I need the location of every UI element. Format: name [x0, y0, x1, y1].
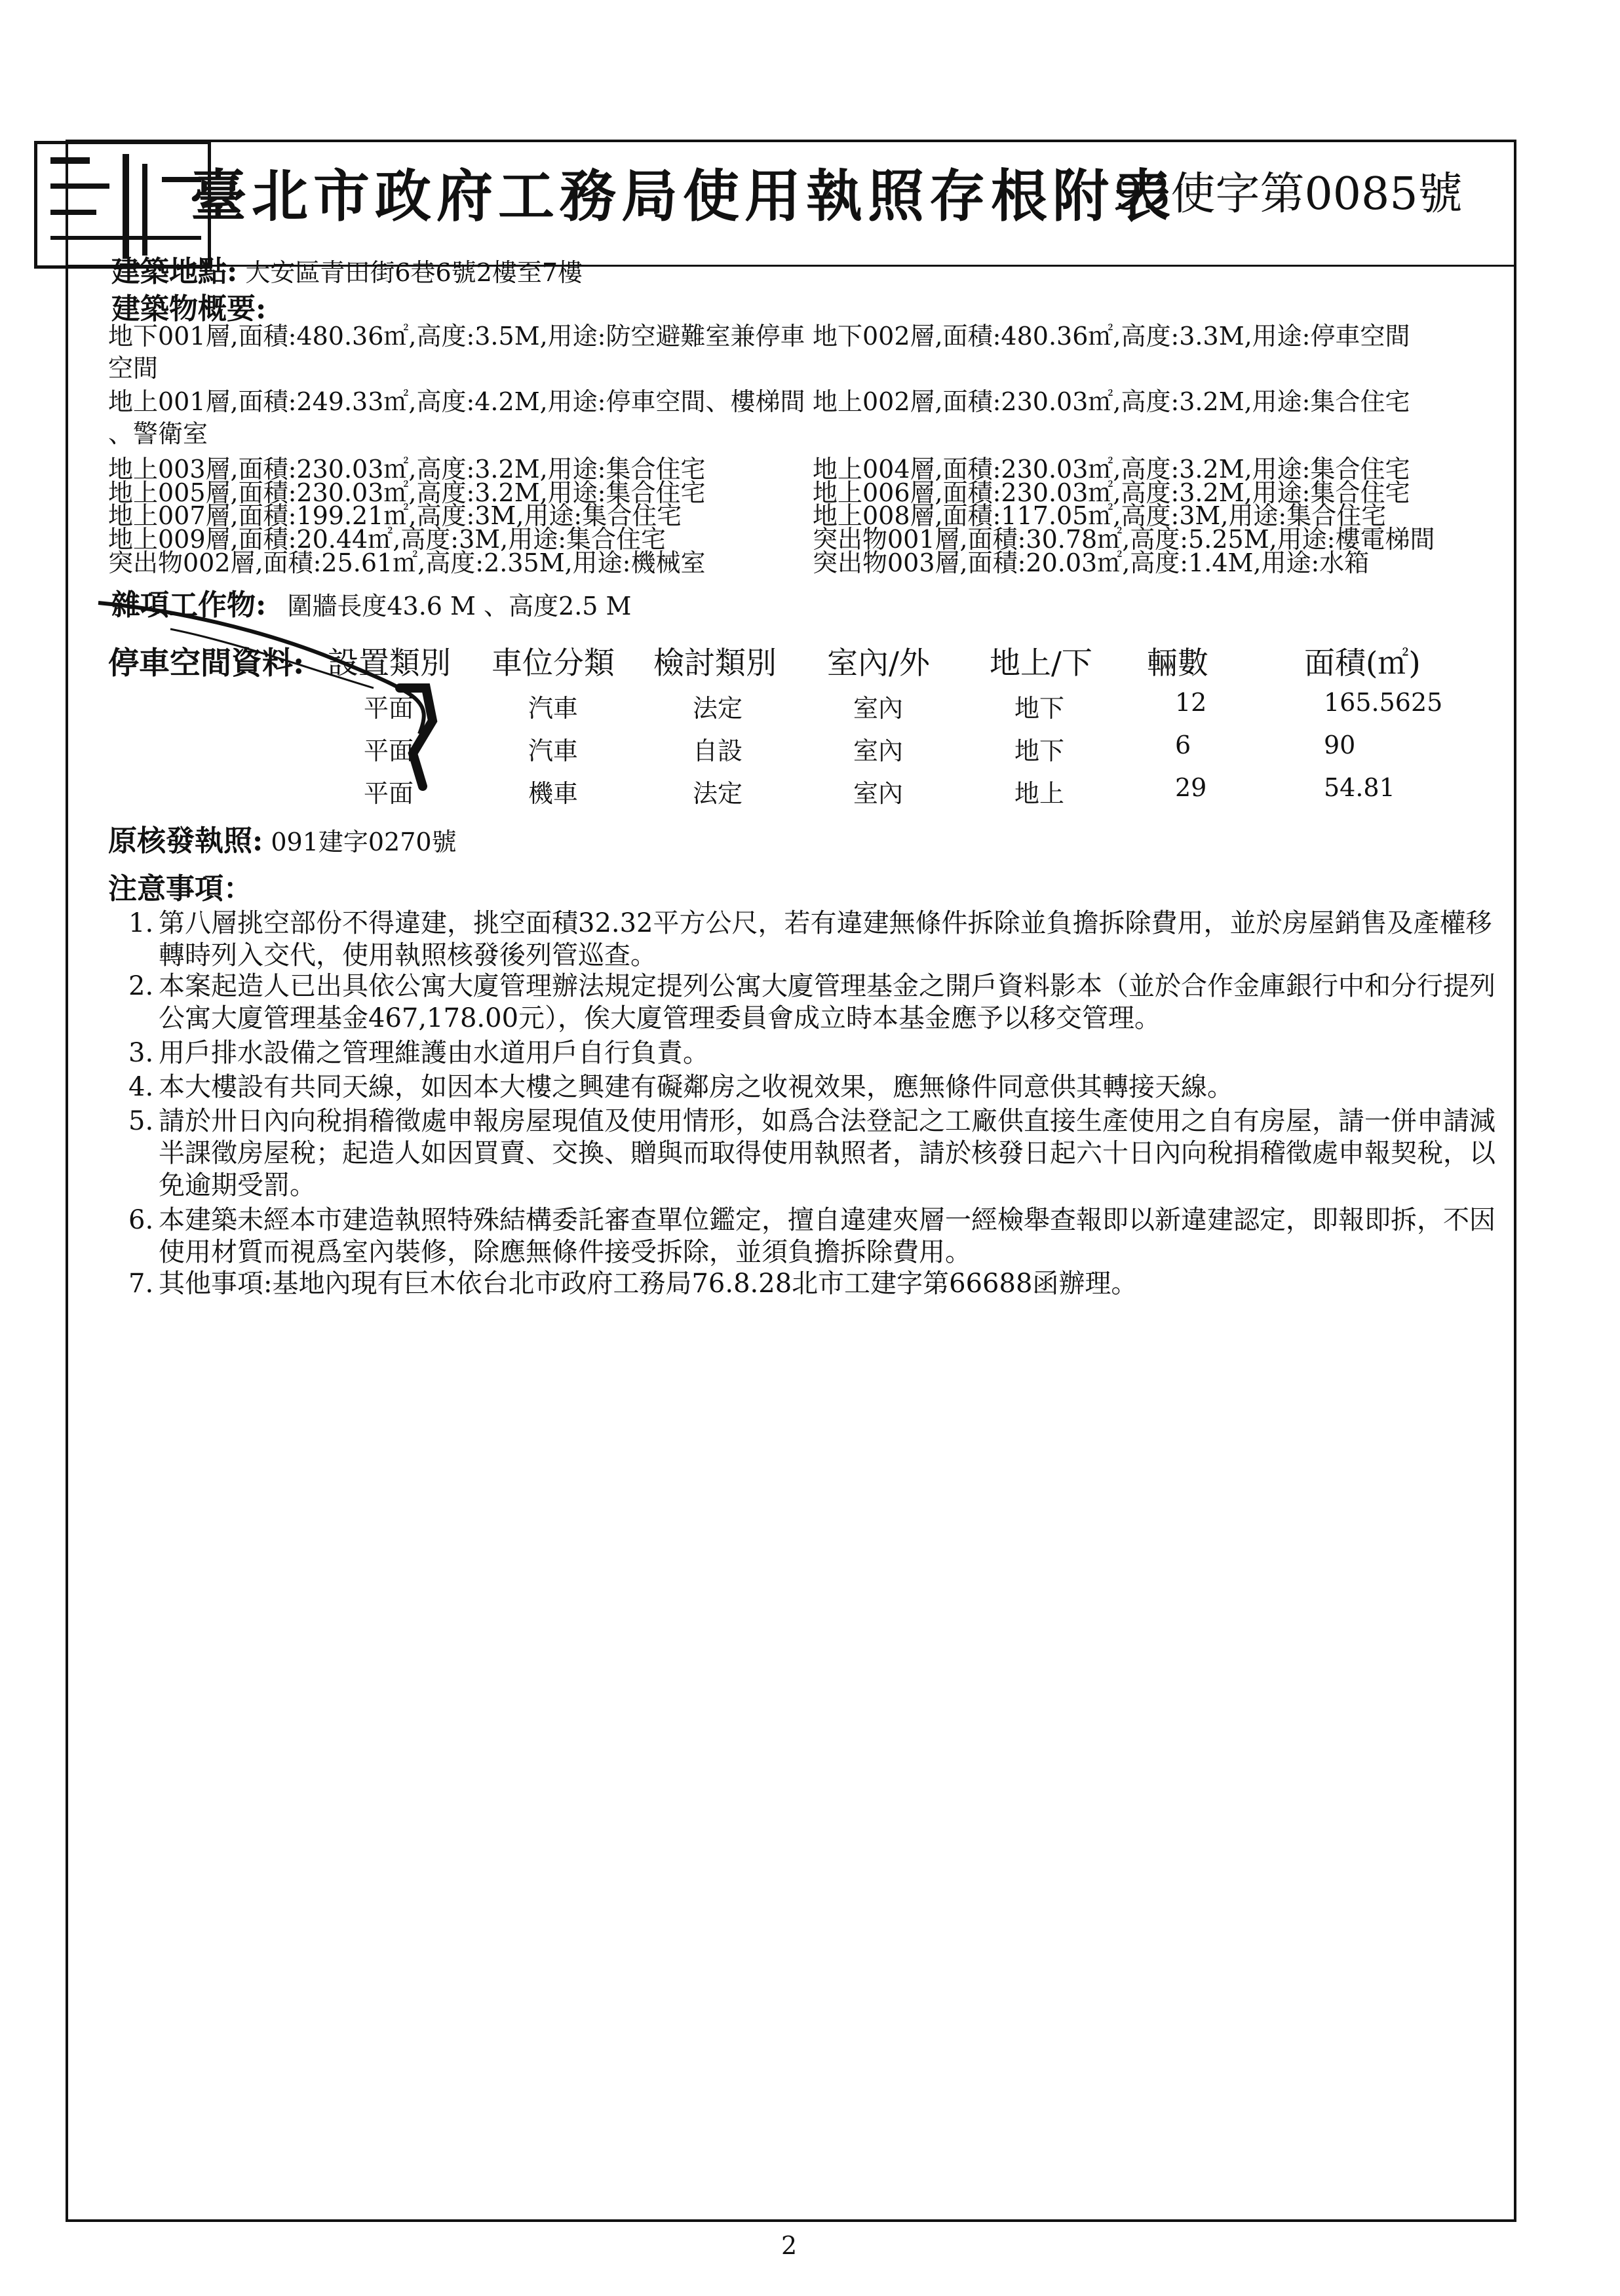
document-title: 臺北市政府工務局使用執照存根附表 — [190, 163, 1176, 229]
floor-f8: 地上008層,面積:117.05㎡,高度:3M,用途:集合住宅 — [813, 501, 1387, 530]
misc-label: 雜項工作物: — [111, 588, 267, 622]
parking-header-type: 設置類別 — [328, 645, 451, 681]
floor-f4: 地上004層,面積:230.03㎡,高度:3.2M,用途:集合住宅 — [813, 455, 1410, 484]
license-row — [108, 824, 457, 858]
note-item — [128, 1037, 1508, 1070]
parking-cell: 地下 — [1014, 694, 1065, 723]
note-text: 用戶排水設備之管理維護由水道用戶自行負責。 — [159, 1038, 709, 1068]
parking-cell: 室內 — [853, 737, 904, 765]
overview-label: 建築物概要: — [111, 292, 267, 326]
parking-header-indoor: 室內/外 — [827, 645, 930, 681]
floor-r3: 突出物003層,面積:20.03㎡,高度:1.4M,用途:水箱 — [813, 548, 1370, 577]
floor-f7: 地上007層,面積:199.21㎡,高度:3M,用途:集合住宅 — [108, 501, 682, 530]
parking-cell: 室內 — [853, 779, 904, 808]
parking-cell: 29 — [1175, 773, 1207, 802]
floor-f5: 地上005層,面積:230.03㎡,高度:3.2M,用途:集合住宅 — [108, 478, 706, 507]
parking-cell: 90 — [1324, 731, 1356, 759]
note-item — [128, 1204, 1508, 1270]
note-text: 本大樓設有共同天線，如因本大樓之興建有礙鄰房之收視效果，應無條件同意供其轉接天線。 — [159, 1072, 1233, 1102]
parking-label: 停車空間資料: — [108, 645, 305, 681]
floor-b1-cont: 空間 — [108, 354, 159, 383]
parking-cell: 汽車 — [528, 694, 579, 723]
floor-f6: 地上006層,面積:230.03㎡,高度:3.2M,用途:集合住宅 — [813, 478, 1410, 507]
floor-r2: 突出物002層,面積:25.61㎡,高度:2.35M,用途:機械室 — [108, 548, 706, 577]
note-number: 1. — [128, 908, 154, 938]
parking-header-level: 地上/下 — [990, 645, 1092, 681]
parking-cell: 平面 — [364, 737, 414, 765]
note-number: 7. — [128, 1269, 154, 1299]
note-text: 其他事項:基地內現有巨木依台北市政府工務局76.8.28北市工建字第66688函辦理。 — [159, 1269, 1138, 1299]
floor-f1: 地上001層,面積:249.33㎡,高度:4.2M,用途:停車空間、樓梯間 — [108, 387, 805, 416]
parking-cell: 法定 — [693, 694, 743, 723]
floor-f9: 地上009層,面積:20.44㎡,高度:3M,用途:集合住宅 — [108, 525, 666, 554]
pen-scribble — [92, 590, 459, 813]
parking-cell: 165.5625 — [1324, 688, 1443, 717]
parking-header-area: 面積(㎡) — [1304, 645, 1421, 681]
parking-cell: 54.81 — [1324, 773, 1395, 802]
parking-cell: 12 — [1175, 688, 1207, 717]
note-number: 2. — [128, 971, 154, 1001]
note-text: 本建築未經本市建造執照特殊結構委託審查單位鑑定，擅自違建夾層一經檢舉查報即以新違建認定，即報即拆，不因使用材質而視爲室內裝修，除應無條件接受拆除，並須負擔拆除費用。 — [159, 1205, 1495, 1267]
parking-cell: 汽車 — [528, 737, 579, 765]
floor-f3: 地上003層,面積:230.03㎡,高度:3.2M,用途:集合住宅 — [108, 455, 706, 484]
seal-stamp — [34, 141, 211, 269]
location-row — [111, 255, 583, 288]
floor-f1-cont: 、警衛室 — [108, 419, 208, 448]
note-item — [128, 1071, 1508, 1104]
license-label: 原核發執照: — [108, 824, 263, 858]
note-text: 本案起造人已出具依公寓大廈管理辦法規定提列公寓大廈管理基金之開戶資料影本（並於合作金庫銀行中和分行提列公寓大廈管理基金467,178.00元），俟大廈管理委員會成立時本基金應予以移交管理。 — [159, 971, 1495, 1033]
note-text: 第八層挑空部份不得違建，挑空面積32.32平方公尺，若有違建無條件拆除並負擔拆除費用，並於房屋銷售及產權移轉時列入交代，使用執照核發後列管巡查。 — [159, 908, 1492, 970]
note-text: 請於卅日內向稅捐稽徵處申報房屋現值及使用情形，如爲合法登記之工廠供直接生產使用之自有房屋，請一併申請減半課徵房屋稅；起造人如因買賣、交換、贈與而取得使用執照者，請於核發日起六十日內向稅捐稽徵處申報契稅，以免逾期受罰。 — [159, 1106, 1495, 1200]
floor-b2: 地下002層,面積:480.36㎡,高度:3.3M,用途:停車空間 — [813, 322, 1410, 351]
location-label: 建築地點: — [111, 255, 238, 288]
floor-b1: 地下001層,面積:480.36㎡,高度:3.5M,用途:防空避難室兼停車 — [108, 322, 805, 351]
parking-cell: 法定 — [693, 779, 743, 808]
note-number: 4. — [128, 1072, 154, 1102]
document-number: 93使字第0085號 — [1114, 168, 1463, 220]
note-number: 6. — [128, 1205, 154, 1235]
note-item — [128, 908, 1508, 973]
parking-header-review: 檢討類別 — [653, 645, 777, 681]
parking-cell: 自設 — [693, 737, 743, 765]
note-item — [128, 1268, 1508, 1301]
parking-cell: 6 — [1175, 731, 1191, 759]
parking-cell: 地下 — [1014, 737, 1065, 765]
parking-header-category: 車位分類 — [492, 645, 615, 681]
notes-label: 注意事項： — [108, 872, 252, 906]
parking-cell: 機車 — [528, 779, 579, 808]
note-number: 5. — [128, 1106, 154, 1136]
note-item — [128, 1105, 1508, 1204]
misc-value: 圍牆長度43.6 M 、高度2.5 M — [287, 592, 632, 621]
page-number: 2 — [781, 2231, 798, 2260]
parking-cell: 平面 — [364, 779, 414, 808]
parking-cell: 地上 — [1014, 779, 1065, 808]
license-value: 091建字0270號 — [271, 828, 457, 856]
floor-r1: 突出物001層,面積:30.78㎡,高度:5.25M,用途:樓電梯間 — [813, 525, 1435, 554]
note-number: 3. — [128, 1038, 154, 1068]
parking-header-count: 輛數 — [1147, 645, 1208, 681]
parking-cell: 平面 — [364, 694, 414, 723]
floor-f2: 地上002層,面積:230.03㎡,高度:3.2M,用途:集合住宅 — [813, 387, 1410, 416]
parking-cell: 室內 — [853, 694, 904, 723]
note-item — [128, 970, 1508, 1036]
location-value: 大安區青田街6巷6號2樓至7樓 — [245, 258, 583, 287]
